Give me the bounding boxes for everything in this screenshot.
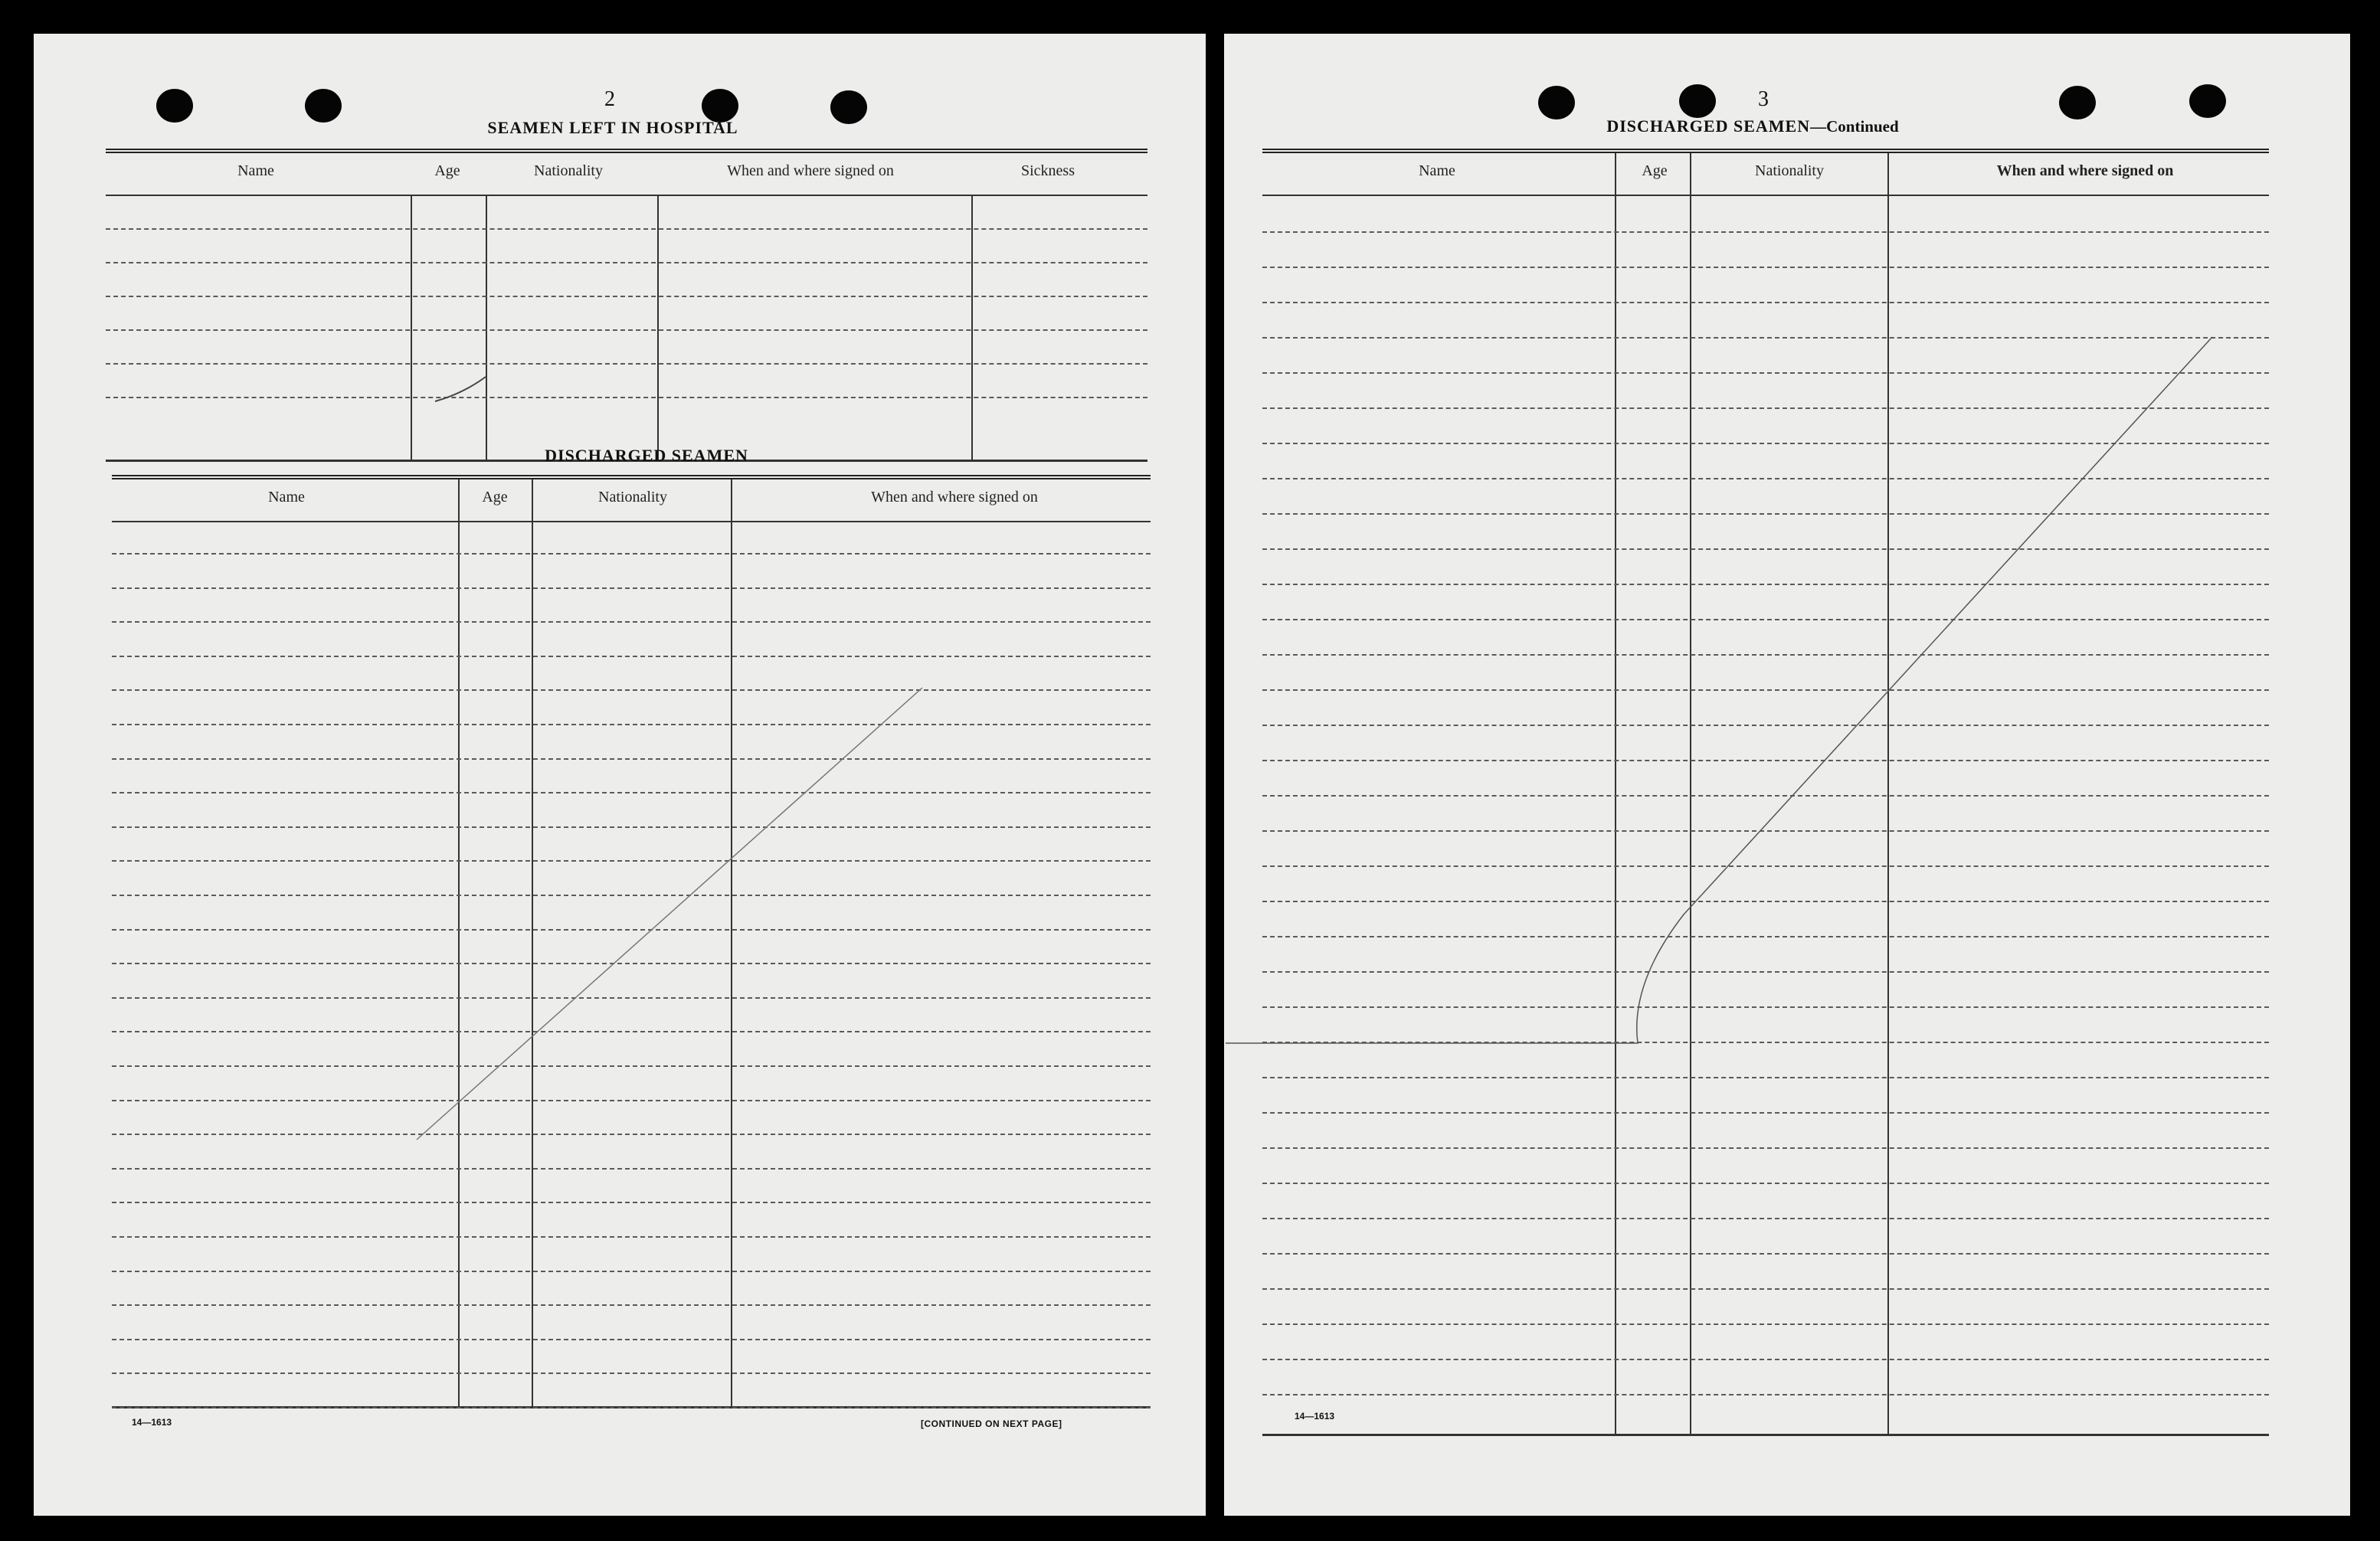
column-header-signed-on: When and where signed on [1996,162,2174,179]
discharged-section-title: DISCHARGED SEAMEN [545,446,748,465]
pencil-strike-marks [34,34,1206,1516]
column-header-signed-on: When and where signed on [727,162,894,179]
pencil-strike-marks [1224,34,2350,1516]
column-header-name: Name [268,489,305,505]
column-header-name: Name [1419,162,1455,179]
form-code: 14—1613 [132,1417,172,1428]
hospital-section-title: SEAMEN LEFT IN HOSPITAL [487,118,738,137]
column-header-age: Age [434,162,460,179]
column-header-nationality: Nationality [598,489,667,505]
column-header-age: Age [1642,162,1668,179]
column-header-signed-on: When and where signed on [871,489,1038,505]
column-header-name: Name [237,162,274,179]
left-page [34,34,1206,1516]
column-header-nationality: Nationality [534,162,603,179]
page-number: 2 [604,87,615,111]
section-title-suffix: —Continued [1810,117,1899,136]
section-title-main: DISCHARGED SEAMEN [1606,116,1811,136]
page-number: 3 [1758,87,1769,111]
column-header-nationality: Nationality [1755,162,1824,179]
right-page [1224,34,2350,1516]
continued-note: [CONTINUED ON NEXT PAGE] [921,1418,1062,1429]
form-code: 14—1613 [1295,1411,1335,1422]
column-header-sickness: Sickness [1021,162,1075,179]
column-header-age: Age [482,489,508,505]
